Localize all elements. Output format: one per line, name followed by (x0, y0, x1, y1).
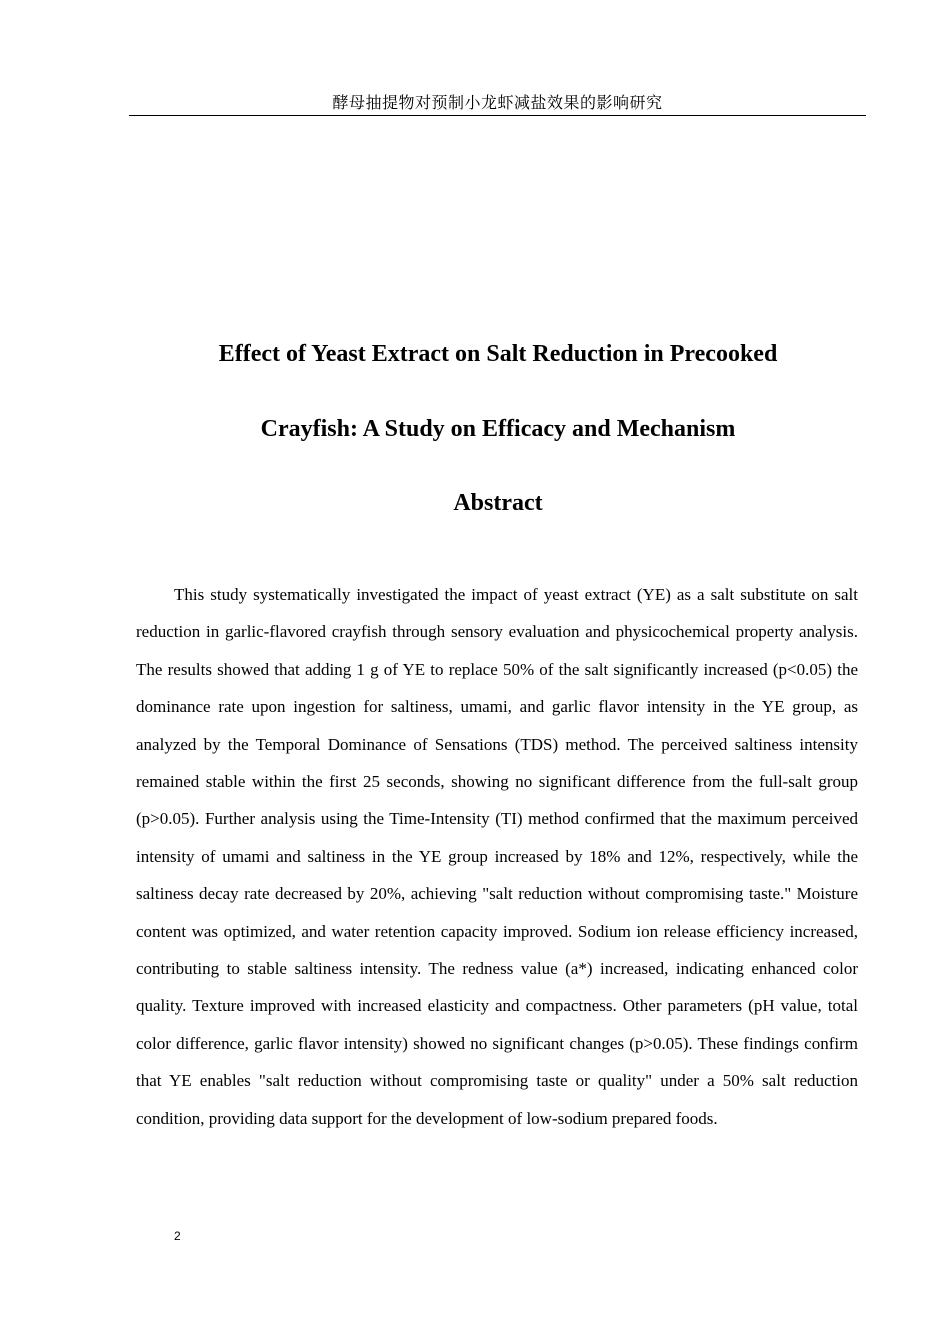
page-number: 2 (174, 1229, 181, 1243)
running-header: 酵母抽提物对预制小龙虾减盐效果的影响研究 (129, 92, 866, 116)
paper-title-line-2: Crayfish: A Study on Efficacy and Mechanism (260, 416, 736, 442)
abstract-body: This study systematically investigated the impact of yeast extract (YE) as a salt substitute on salt reduction in garlic-flavored crayfish through sensory evaluation and physicochemical property analysis. The results showed that adding 1 g of YE to replace 50% of the salt significantly increased (p<0.05) the dominance rate upon ingestion for saltiness, umami, and garlic flavor intensity in the YE group, as analyzed by the Temporal Dominance of Sensations (TDS) method. The perceived saltiness intensity remained stable within the first 25 seconds, showing no significant difference from the full-salt group (p>0.05). Further analysis using the Time-Intensity (TI) method confirmed that the maximum perceived intensity of umami and saltiness in the YE group increased by 18% and 12%, respectively, while the saltiness decay rate decreased by 20%, achieving "salt reduction without compromising taste." Moisture content was optimized, and water retention capacity improved. Sodium ion release efficiency increased, contributing to stable saltiness intensity. The redness value (a*) increased, indicating enhanced color quality. Texture improved with increased elasticity and compactness. Other parameters (pH value, total color difference, garlic flavor intensity) showed no significant changes (p>0.05). These findings confirm that YE enables "salt reduction without compromising taste or quality" under a 50% salt reduction condition, providing data support for the development of low-sodium prepared foods. (136, 585, 858, 1128)
abstract-heading: Abstract (453, 490, 543, 516)
paper-title-line-1: Effect of Yeast Extract on Salt Reduction in Precooked (218, 341, 778, 367)
